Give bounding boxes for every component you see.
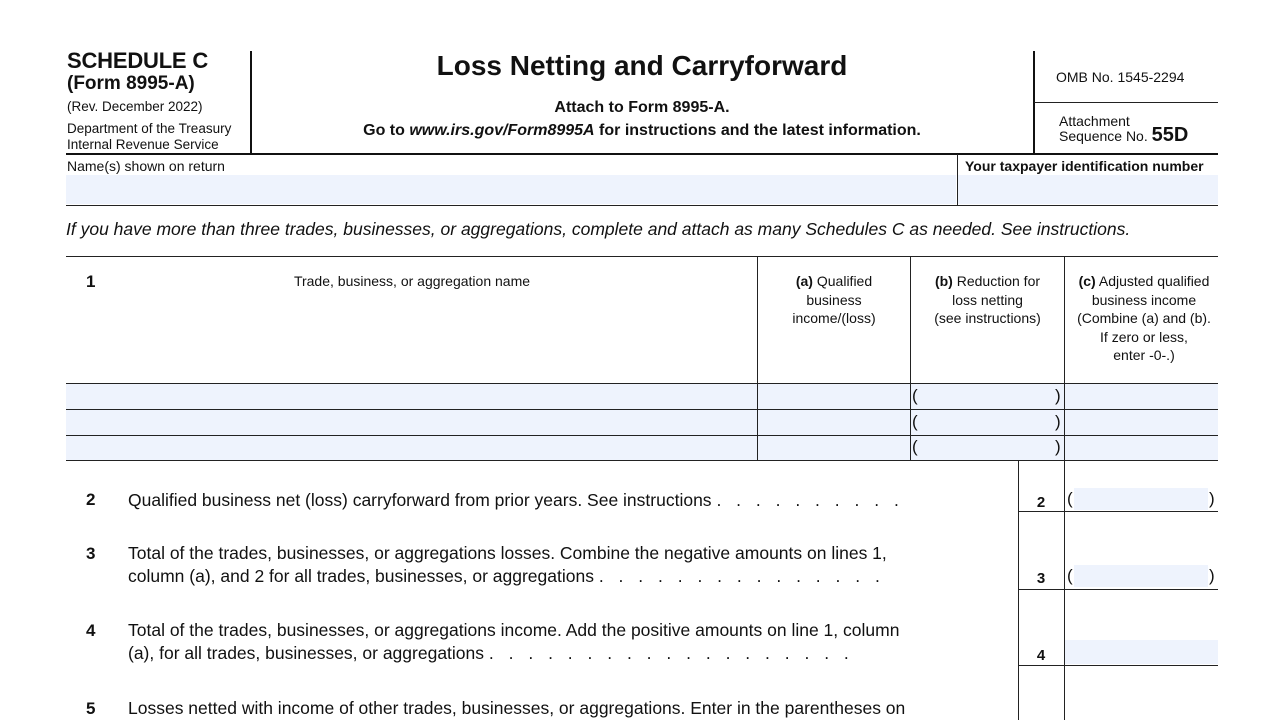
row-2-close-paren: )	[1055, 412, 1061, 431]
line-4-box-rule	[1019, 665, 1218, 666]
revision-date: (Rev. December 2022)	[67, 99, 203, 114]
row-2-col-c-input[interactable]	[1065, 410, 1218, 435]
line-3-number: 3	[86, 544, 96, 563]
line-3-box-label: 3	[1036, 570, 1046, 587]
line-3-text-1: Total of the trades, businesses, or aggregations losses. Combine the negative amounts on lines 1,	[128, 543, 887, 563]
col-a-line: business	[806, 291, 862, 308]
row-1-open-paren: (	[912, 386, 918, 405]
col-b-line: (see instructions)	[934, 310, 1041, 326]
department-label: Department of the Treasury	[67, 121, 232, 136]
name-input[interactable]	[66, 175, 956, 204]
row-1-col-b-input[interactable]	[911, 384, 1064, 409]
col-c-line: enter -0-.)	[1113, 347, 1175, 363]
line-3-leader-dots: . . . . . . . . . . . . . . .	[598, 566, 885, 586]
attachment-label: Attachment	[1059, 113, 1130, 129]
row-2-col-a-input[interactable]	[758, 410, 910, 435]
col-c-line: (Combine (a) and (b).	[1077, 310, 1211, 326]
name-column-header: Trade, business, or aggregation name	[293, 273, 531, 289]
schedule-title: SCHEDULE C	[67, 48, 209, 73]
row-1-col-c-input[interactable]	[1065, 384, 1218, 409]
line-4-leader-dots: . . . . . . . . . . . . . . . . . . .	[488, 643, 854, 663]
col-a-line: income/(loss)	[792, 310, 876, 326]
sequence-line	[1059, 124, 1188, 147]
line-2-box-label: 2	[1036, 494, 1046, 511]
table-bottom-rule	[66, 460, 1218, 461]
line-3-text-2: column (a), and 2 for all trades, businesses, or aggregations	[128, 566, 594, 586]
box-value-left-divider	[1064, 461, 1065, 720]
col-c-letter: (c)	[1078, 273, 1096, 289]
col-c-line: Adjusted qualified	[1098, 273, 1210, 289]
row-2-open-paren: (	[912, 412, 918, 431]
line-2-amount-input[interactable]	[1074, 488, 1208, 510]
line-2-box-rule	[1019, 511, 1218, 512]
row-2-name-input[interactable]	[66, 410, 757, 435]
line-4-text-2: (a), for all trades, businesses, or aggregations	[128, 643, 485, 663]
table-top-rule	[66, 256, 1218, 257]
omb-divider	[1034, 102, 1218, 103]
row-3-col-c-input[interactable]	[1065, 436, 1218, 460]
service-label: Internal Revenue Service	[67, 137, 219, 152]
sequence-number: 55D	[1151, 124, 1189, 146]
tin-input[interactable]	[958, 175, 1218, 204]
col-c-header	[1065, 272, 1223, 365]
line-3-open-paren: (	[1067, 566, 1073, 585]
name-label: Name(s) shown on return	[67, 158, 225, 174]
omb-number: OMB No. 1545-2294	[1056, 69, 1185, 85]
col-a-header	[758, 272, 910, 328]
line-2-text: Qualified business net (loss) carryforward from prior years. See instructions	[128, 490, 712, 510]
col-a-letter: (a)	[795, 273, 813, 289]
goto-prefix: Go to	[363, 122, 410, 139]
line-5-description: Losses netted with income of other trades, businesses, or aggregations. Enter in the parentheses on	[128, 698, 906, 718]
line-2-leader-dots: . . . . . . . . . .	[716, 490, 904, 510]
line-4-amount-input[interactable]	[1065, 640, 1218, 664]
line-2-description	[128, 489, 904, 512]
line-5-number: 5	[86, 699, 96, 718]
row-3-close-paren: )	[1055, 437, 1061, 456]
line-3-description	[128, 542, 887, 588]
col-b-line: Reduction for	[956, 273, 1041, 289]
line-4-text-1: Total of the trades, businesses, or aggregations income. Add the positive amounts on line 1, column	[128, 620, 900, 640]
row-3-col-b-input[interactable]	[911, 436, 1064, 460]
row-3-name-input[interactable]	[66, 436, 757, 460]
line-1-number: 1	[86, 272, 96, 291]
row-1-col-a-input[interactable]	[758, 384, 910, 409]
col-b-line: loss netting	[952, 291, 1023, 308]
tin-label: Your taxpayer identification number	[965, 158, 1204, 174]
line-3-close-paren: )	[1209, 566, 1215, 585]
irs-url-link[interactable]: www.irs.gov/Form8995A	[409, 122, 595, 139]
sequence-label: Sequence No.	[1059, 128, 1148, 144]
goto-instruction	[252, 122, 1032, 140]
multiple-schedules-instruction: If you have more than three trades, businesses, or aggregations, complete and attach as many Schedules C as needed. See instructions.	[66, 219, 1131, 239]
col-c-line: If zero or less,	[1100, 328, 1188, 345]
row-3-col-a-input[interactable]	[758, 436, 910, 460]
header-bottom-rule	[66, 153, 1218, 155]
line-4-description	[128, 619, 899, 665]
row-1-close-paren: )	[1055, 386, 1061, 405]
line-2-open-paren: (	[1067, 489, 1073, 508]
line-3-box-rule	[1019, 589, 1218, 590]
row-3-open-paren: (	[912, 437, 918, 456]
col-c-line: business income	[1091, 291, 1197, 308]
line-2-number: 2	[86, 490, 96, 509]
goto-suffix: for instructions and the latest information.	[594, 122, 921, 139]
form-main-title: Loss Netting and Carryforward	[436, 50, 848, 81]
row-2-col-b-input[interactable]	[911, 410, 1064, 435]
form-reference: (Form 8995-A)	[67, 73, 195, 94]
line-4-number: 4	[86, 621, 96, 640]
col-b-letter: (b)	[934, 273, 953, 289]
attach-instruction: Attach to Form 8995-A.	[554, 99, 730, 116]
col-a-line: Qualified	[816, 273, 873, 289]
row-1-name-input[interactable]	[66, 384, 757, 409]
name-bottom-rule	[66, 205, 1218, 206]
line-4-box-label: 4	[1036, 647, 1046, 664]
line-2-close-paren: )	[1209, 489, 1215, 508]
line-3-amount-input[interactable]	[1074, 565, 1208, 587]
col-b-header	[911, 272, 1064, 328]
